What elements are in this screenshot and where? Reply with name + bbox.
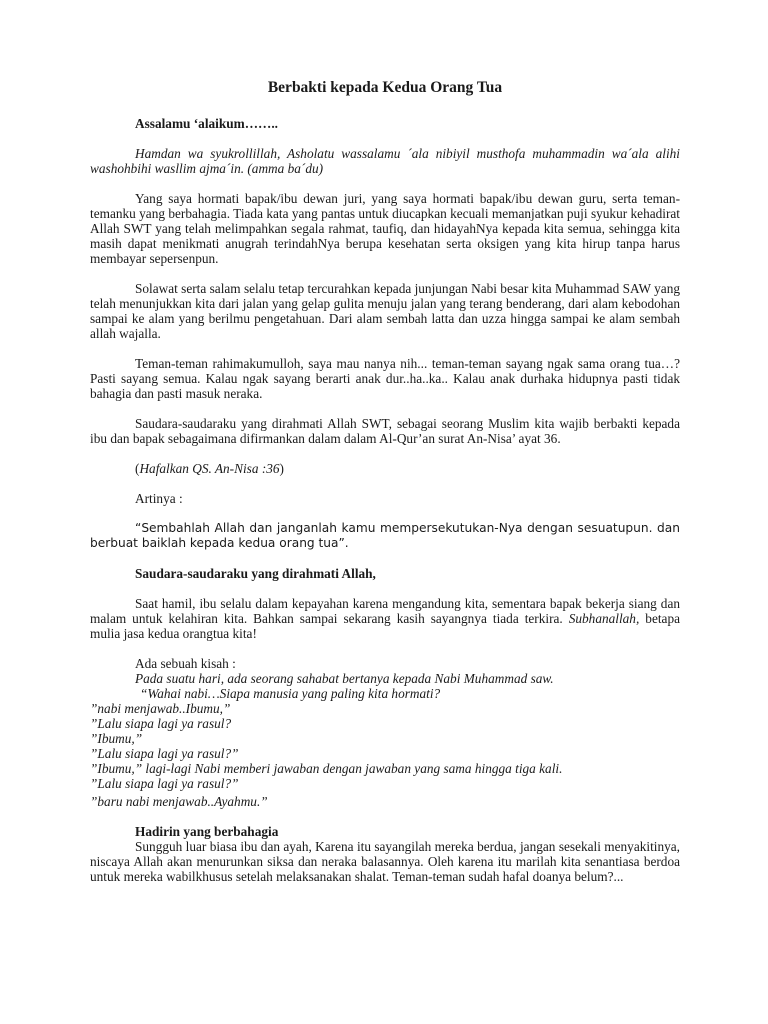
paragraph-5-end: betapa mulia jasa kedua orangtua kita! (90, 611, 680, 641)
closing-paragraph: Sungguh luar biasa ibu dan ayah, Karena itu sayangilah mereka berdua, jangan sesekali menyakitinya, niscaya Allah akan menurunkan siksa dan neraka balasannya. Oleh karena itu marilah kita senantiasa berdoa untuk mereka wabilkhusus setelah melaksanakan shalat. Teman-teman sudah hafal doanya belum?... (90, 839, 680, 884)
dialog-line: “Wahai nabi…Siapa manusia yang paling kita hormati? (140, 686, 441, 701)
dialog-line: ”baru nabi menjawab..Ayahmu.” (90, 794, 268, 809)
hafalkan-close: ) (279, 461, 284, 476)
dialog-line: ”Lalu siapa lagi ya rasul?” (90, 776, 239, 791)
dialog-line: ”Lalu siapa lagi ya rasul? (90, 716, 232, 731)
paragraph-5-main: Saat hamil, ibu selalu dalam kepayahan karena mengandung kita, sementara bapak bekerja siang dan malam untuk kelahiran kita. Bahkan sampai sekarang kasih sayangnya tiada terkira. (90, 596, 680, 626)
dialog-line: ”nabi menjawab..Ibumu,” (90, 701, 231, 716)
document-title: Berbakti kepada Kedua Orang Tua (267, 79, 503, 96)
paragraph-2: Solawat serta salam selalu tetap tercurahkan kepada junjungan Nabi besar kita Muhammad SAW yang telah menunjukkan kita dari jalan yang gelap gulita menuju jalan yang terang benderang, dari alam kebodohan sampai ke alam yang berilmu pengetahuan. Dari alam sembah latta dan uzza hingga sampai ke alam sembah allah wajalla. (90, 281, 680, 341)
opening-arabic: Hamdan wa syukrollillah, Asholatu wassalamu ´ala nibiyil musthofa muhammadin wa´ala alihi washohbihi wasllim ajma´in. (amma ba´du) (90, 146, 680, 176)
hafalkan-open: ( (135, 461, 140, 476)
paragraph-5-italic: Subhanallah, (568, 611, 640, 626)
story-intro: Ada sebuah kisah : (135, 656, 236, 671)
closing-heading: Hadirin yang berbahagia (135, 824, 279, 839)
document-page (90, 80, 680, 884)
dialog-line: ”Ibumu,” lagi-lagi Nabi memberi jawaban dengan jawaban yang sama hingga tiga kali. (90, 761, 563, 776)
section-heading-1: Saudara-saudaraku yang dirahmati Allah, (135, 566, 376, 581)
dialog-line: Pada suatu hari, ada seorang sahabat bertanya kepada Nabi Muhammad saw. (135, 671, 554, 686)
dialog-line: ”Lalu siapa lagi ya rasul?” (90, 746, 239, 761)
hafalkan-text: Hafalkan QS. An-Nisa :36 (139, 461, 280, 476)
quran-translation: “Sembahlah Allah dan janganlah kamu mempersekutukan-Nya dengan sesuatupun. dan berbuat baiklah kepada kedua orang tua”. (90, 521, 680, 550)
paragraph-5 (90, 596, 680, 641)
dialog-line: ”Ibumu,” (90, 731, 143, 746)
paragraph-4: Saudara-saudaraku yang dirahmati Allah SWT, sebagai seorang Muslim kita wajib berbakti kepada ibu dan bapak sebagaimana difirmankan dalam dalam Al-Qur’an surat An-Nisa’ ayat 36. (90, 416, 680, 446)
greeting: Assalamu ‘alaikum…….. (135, 116, 278, 131)
artinya-label: Artinya : (135, 491, 183, 506)
story-dialog (90, 671, 680, 809)
hafalkan-note (135, 461, 680, 476)
paragraph-3: Teman-teman rahimakumulloh, saya mau nanya nih... teman-teman sayang ngak sama orang tua…? Pasti sayang semua. Kalau ngak sayang berarti anak dur..ha..ka.. Kalau anak durhaka hidupnya pasti tidak bahagia dan pasti masuk neraka. (90, 356, 680, 401)
paragraph-1: Yang saya hormati bapak/ibu dewan juri, yang saya hormati bapak/ibu dewan guru, serta teman-temanku yang berbahagia. Tiada kata yang pantas untuk diucapkan kecuali memanjatkan puji syukur kehadirat Allah SWT yang telah melimpahkan segala rahmat, taufiq, dan hidayahNya kepada kita semua, sehingga kita masih dapat menikmati anugrah terindahNya berupa kesehatan serta oksigen yang kita hirup tanpa harus membayar sepersenpun. (90, 191, 680, 266)
